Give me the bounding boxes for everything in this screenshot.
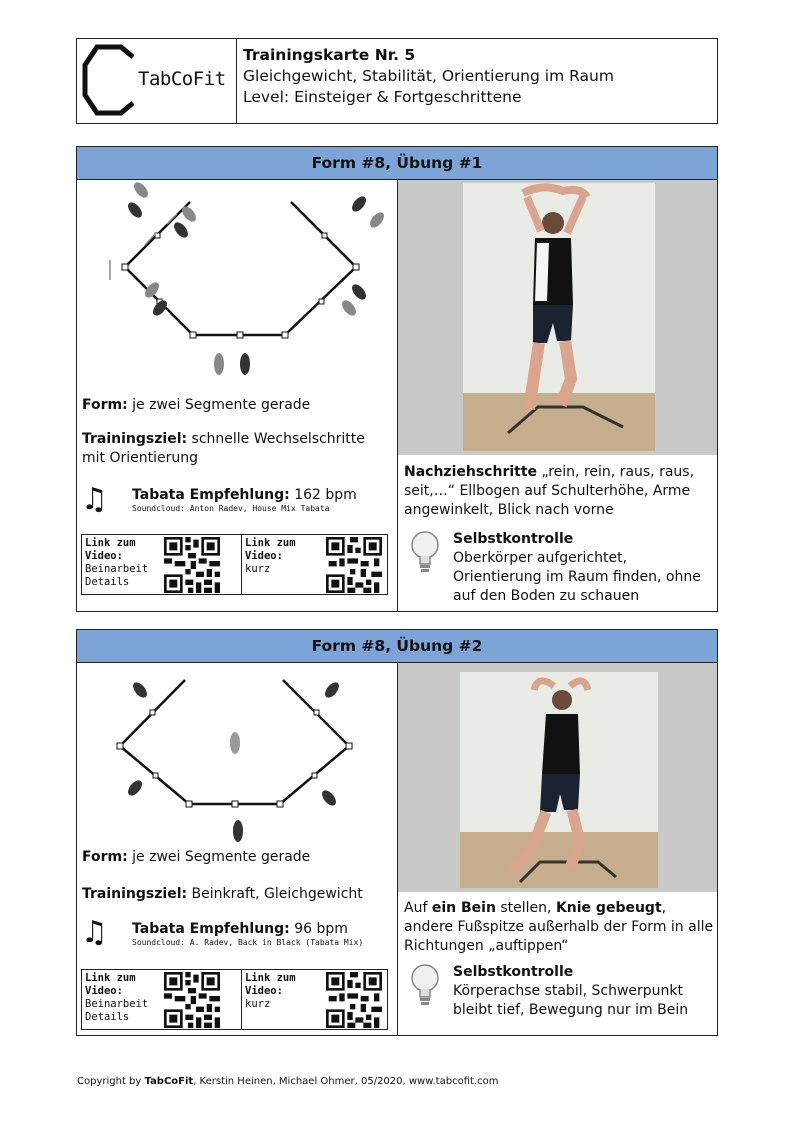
- exercise-title: Form #8, Übung #2: [77, 630, 717, 663]
- video-link-short[interactable]: Link zum Video: kurz: [245, 972, 296, 1010]
- qr-code-icon[interactable]: [164, 972, 220, 1028]
- music-note-icon: ♫: [81, 482, 108, 517]
- exercise-card-1: [76, 146, 718, 612]
- self-check: Selbstkontrolle Körperachse stabil, Schwerpunkt bleibt tief, Bewegung nur im Bein: [453, 964, 689, 1018]
- video-links: [81, 969, 388, 1030]
- self-check: Selbstkontrolle Oberkörper aufgerichtet, Orientierung im Raum finden, ohne auf den Boden zu schauen: [453, 531, 701, 604]
- card-header: [76, 38, 718, 124]
- video-link-details[interactable]: Link zum Video: Beinarbeit Details: [85, 972, 149, 1023]
- soundcloud-info: Soundcloud: A. Radev, Back in Black (Tabata Mix): [132, 938, 364, 947]
- shape-diagram: [77, 663, 397, 848]
- form-description: Form: je zwei Segmente gerade: [82, 849, 311, 865]
- exercise-photo: [460, 672, 658, 888]
- shape-diagram: [77, 180, 397, 390]
- soundcloud-info: Soundcloud: Anton Radev, House Mix Tabata: [132, 504, 330, 513]
- video-link-details[interactable]: Link zum Video: Beinarbeit Details: [85, 537, 149, 588]
- exercise-photo: [463, 183, 655, 451]
- lightbulb-icon: [408, 530, 442, 574]
- qr-code-icon[interactable]: [164, 537, 220, 593]
- tabata-recommendation: Tabata Empfehlung: 96 bpm Soundcloud: A. Radev, Back in Black (Tabata Mix): [132, 921, 364, 947]
- exercise-title: Form #8, Übung #1: [77, 147, 717, 180]
- lightbulb-icon: [408, 963, 442, 1007]
- form-description: Form: je zwei Segmente gerade: [82, 397, 311, 413]
- exercise-photo-frame: [398, 663, 717, 892]
- exercise-description: Nachziehschritte „rein, rein, raus, raus, seit,…“ Ellbogen auf Schulterhöhe, Arme angewinkelt, Blick nach vorne: [404, 464, 695, 518]
- logo: [77, 39, 237, 123]
- copyright-footer: Copyright by TabCoFit, Kerstin Heinen, Michael Ohmer, 05/2020, www.tabcofit.com: [77, 1076, 499, 1087]
- footprint-icon: [125, 680, 341, 842]
- training-goal: Trainingsziel: Beinkraft, Gleichgewicht: [82, 886, 363, 902]
- card-subtitle: Gleichgewicht, Stabilität, Orientierung im Raum: [243, 67, 614, 85]
- training-goal: Trainingsziel: schnelle Wechselschritte mit Orientierung: [82, 431, 365, 466]
- exercise-card-2: [76, 629, 718, 1036]
- exercise-photo-frame: [398, 180, 717, 455]
- logo-text: TabCoFit: [138, 68, 226, 90]
- music-note-icon: ♫: [81, 915, 108, 950]
- video-link-short[interactable]: Link zum Video: kurz: [245, 537, 296, 575]
- tabata-recommendation: Tabata Empfehlung: 162 bpm Soundcloud: Anton Radev, House Mix Tabata: [132, 487, 357, 513]
- card-title: Trainingskarte Nr. 5: [243, 46, 416, 64]
- video-links: [81, 534, 388, 595]
- footprint-icon: [125, 180, 386, 375]
- card-level: Level: Einsteiger & Fortgeschrittene: [243, 88, 522, 106]
- qr-code-icon[interactable]: [326, 537, 382, 593]
- qr-code-icon[interactable]: [326, 972, 382, 1028]
- exercise-description: Auf ein Bein stellen, Knie gebeugt, andere Fußspitze außerhalb der Form in alle Richtungen „auftippen“: [404, 900, 714, 954]
